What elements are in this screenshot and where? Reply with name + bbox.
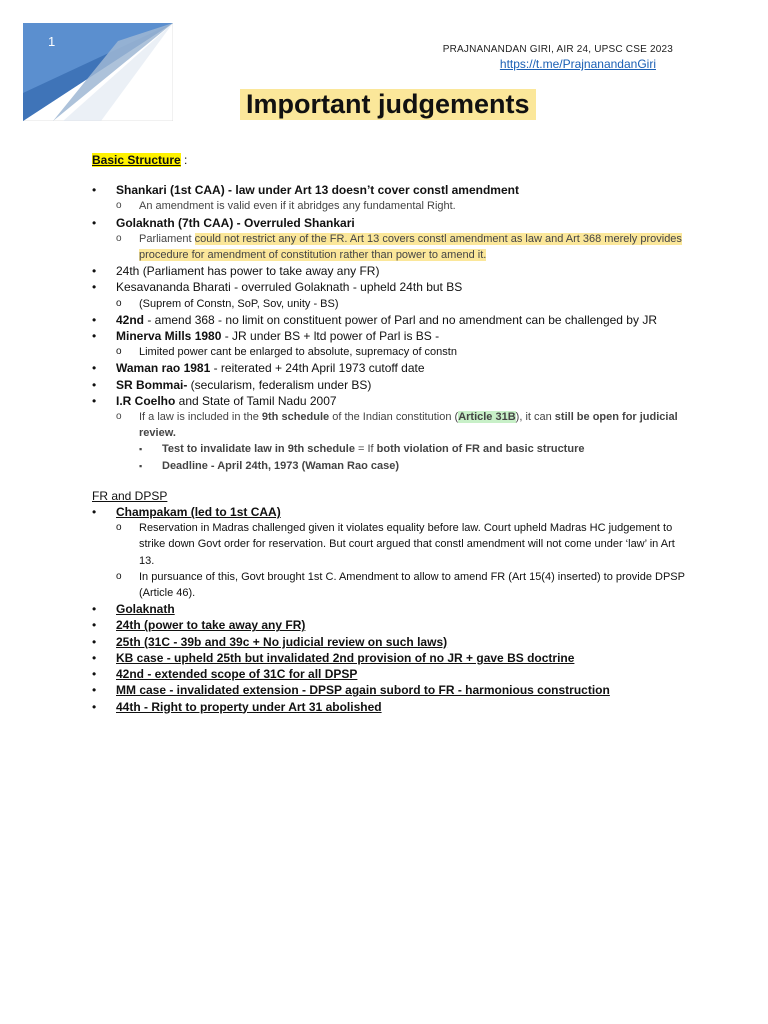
list-item: • Minerva Mills 1980 - JR under BS + ltd power of Parl is BS - bbox=[92, 328, 692, 344]
sub-sub-list-item: ▪ Deadline - April 24th, 1973 (Waman Rao case) bbox=[92, 458, 692, 474]
list-item: • Kesavananda Bharati - overruled Golaknath - upheld 24th but BS bbox=[92, 279, 692, 295]
page-number: 1 bbox=[48, 34, 56, 49]
list-item: • KB case - upheld 25th but invalidated 2nd provision of no JR + gave BS doctrine bbox=[92, 650, 692, 666]
fr-dpsp-heading: FR and DPSP bbox=[92, 488, 168, 503]
sub-list-item: o If a law is included in the 9th schedule of the Indian constitution (Article 31B), it can still be open for judicial review. bbox=[92, 409, 692, 441]
sub-list-item: o (Suprem of Constn, SoP, Sov, unity - BS) bbox=[92, 296, 692, 312]
list-item: • Waman rao 1981 - reiterated + 24th April 1973 cutoff date bbox=[92, 360, 692, 376]
sub-list-item: o In pursuance of this, Govt brought 1st C. Amendment to allow to amend FR (Art 15(4) inserted) to provide DPSP (Article 46). bbox=[92, 569, 692, 601]
list-item: • Golaknath bbox=[92, 601, 692, 617]
list-item: • MM case - invalidated extension - DPSP again subord to FR - harmonious construction bbox=[92, 682, 692, 698]
list-item: • Shankari (1st CAA) - law under Art 13 doesn’t cover constl amendment bbox=[92, 182, 692, 198]
corner-decoration bbox=[23, 23, 173, 121]
telegram-link[interactable]: https://t.me/PrajnanandanGiri bbox=[499, 57, 656, 71]
basic-structure-list bbox=[92, 182, 692, 474]
sub-list-item: o Parliament could not restrict any of the FR. Art 13 covers constl amendment as law and Art 368 merely provides procedure for amendment of constitution rather than power to amend it. bbox=[92, 231, 692, 263]
document-body bbox=[92, 152, 692, 715]
list-item: • Champakam (led to 1st CAA) bbox=[92, 504, 692, 520]
sub-list-item: o Reservation in Madras challenged given it violates equality before law. Court upheld Madras HC judgement to strike down Govt order for reservation. But court argued that constl amendment will not come under ‘law’ in Art 13. bbox=[92, 520, 692, 569]
page-title: Important judgements bbox=[240, 89, 536, 120]
sub-list-item: o Limited power cant be enlarged to absolute, supremacy of constn bbox=[92, 344, 692, 360]
basic-structure-heading: Basic Structure : bbox=[92, 153, 188, 167]
list-item: • 42nd - extended scope of 31C for all DPSP bbox=[92, 666, 692, 682]
list-item: • SR Bommai- (secularism, federalism under BS) bbox=[92, 377, 692, 393]
sub-sub-list-item: ▪ Test to invalidate law in 9th schedule = If both violation of FR and basic structure bbox=[92, 441, 692, 457]
list-item: • 42nd - amend 368 - no limit on constituent power of Parl and no amendment can be challenged by JR bbox=[92, 312, 692, 328]
list-item: • 24th (Parliament has power to take away any FR) bbox=[92, 263, 692, 279]
author-line: PRAJNANANDAN GIRI, AIR 24, UPSC CSE 2023 bbox=[442, 44, 673, 55]
list-item: • Golaknath (7th CAA) - Overruled Shankari bbox=[92, 215, 692, 231]
list-item: • I.R Coelho and State of Tamil Nadu 2007 bbox=[92, 393, 692, 409]
list-item: • 44th - Right to property under Art 31 abolished bbox=[92, 699, 692, 715]
list-item: • 24th (power to take away any FR) bbox=[92, 617, 692, 633]
fr-dpsp-list bbox=[92, 504, 692, 715]
sub-list-item: o An amendment is valid even if it abridges any fundamental Right. bbox=[92, 198, 692, 214]
list-item: • 25th (31C - 39b and 39c + No judicial review on such laws) bbox=[92, 634, 692, 650]
